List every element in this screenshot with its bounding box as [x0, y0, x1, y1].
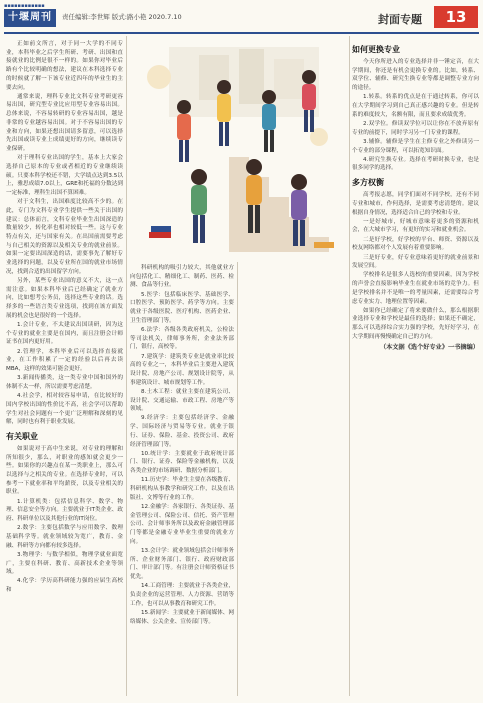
paragraph: 10.统计学：主要就业于政府统计部门、银行、证券、保险等金融机构，以及各类企业的市场调研、数据分析部门。 — [130, 450, 234, 475]
section-title: 封面专题 — [378, 13, 422, 26]
subhead-change-major: 如何更换专业 — [352, 45, 400, 54]
column-1 — [6, 40, 123, 695]
student-figure — [191, 169, 207, 243]
paragraph: 11.历史学：毕业生主要在各级教育、科研机构从事教学和研究工作，以及在出版社、文博等行业的工作。 — [130, 477, 234, 501]
paragraph: 4.化学：学历高科研能力强的应届生高校和 — [6, 578, 123, 594]
student-figure — [217, 80, 231, 146]
paragraph: 学校排名是很多人选校的重要因素，因为学校的声誉会直接影响毕业生在就业市场的竞争力。但是学校排名并不是唯一的考量因素，还需要综合考虑专业实力、地理位置等因素。 — [352, 272, 479, 305]
column-2 — [130, 264, 234, 695]
student-figure — [262, 90, 276, 152]
paragraph: 9.经济学：主要包括经济学、金融学、国际经济与贸易等专业。就业于银行、证券、保险、基金、投资公司、政府经济管理部门等。 — [130, 415, 234, 448]
subhead-career: 有关职业 — [6, 431, 38, 441]
paragraph: 15.新闻学：主要就业于新闻媒体、网络媒体、公关企业、宣传部门等。 — [130, 609, 234, 625]
column-3-text — [352, 58, 479, 173]
paragraph: 8.土木工程：就业主要在建筑公司、设计院、交通运输、市政工程、房地产等领域。 — [130, 388, 234, 413]
paragraph: 13.会计学：就业领域包括会计师事务所、企业财务部门、银行、政府财政部门、审计部门等。有注册会计师资格证书优先。 — [130, 548, 234, 581]
subhead-weigh-options: 多方权衡 — [352, 178, 384, 188]
paragraph: 1.转系。转系的优点是在于通过转系，你可以在大学期间学习到自己真正感兴趣的专业。但是转系的难度较大，名额有限，而且要求成绩优秀。 — [352, 94, 479, 118]
paragraph: 1.会计专业，不太建议出国读研，因为这个专业的就业主要是在国内，而且注册会计师证书在国内更好用。 — [6, 322, 123, 346]
paragraph: 3.物理学：与数学相似，物理学就业面宽广，主要在科研、教育、高新技术企业等领域。 — [6, 551, 123, 576]
paragraph: 高考报志愿，同学们面对不同学校，还有不同专业和城市，作何选择，是需要考虑清楚的。建议根据自身情况，选择适合自己的学校和专业。 — [352, 192, 479, 216]
paragraph: 正如前文所言，对于同一大学的不同专业，本科毕业之后学生所研、考研、出国和直接就业的比例是很不一样的。如果你对毕业后路有个比较明确的想法，建议在本科选择专业的时候就了解一下该专业近四年的毕业生的主要去向。 — [6, 41, 123, 91]
page-header — [0, 0, 483, 34]
paragraph: 12.金融学：各家银行、各类证券、基金管理公司、保险公司、信托、资产管理公司、会计师事务所以及政府金融管理部门等都是金融专业毕业生重要的就业方向。 — [130, 503, 234, 545]
paragraph: 通常来说，理科专业比文科专业考研更容易出国，研究型专业比应用型专业容易出国。总体来说，不容易转研的专业容易出国，越是非常的专业越容易出国。对于不容易出国的专业和方向，如果还想出国请多留意，可以选择先出国或读专业上成绩更好的方向，继续读专业保研。 — [6, 93, 123, 152]
paragraph: 6.法学：各级各类政府机关，公检法等司法机关，律师事务所，企业法务部门，银行，高校等。 — [130, 326, 234, 351]
paragraph: 一是好城市，好城市意味着更多的资源和机会，在大城市学习，有更好的实习和就业机会。 — [352, 218, 479, 234]
column-divider — [349, 36, 350, 696]
masthead: 十堰周刊 — [4, 9, 56, 27]
paragraph: 3.辅修。辅修是学生在主修专业之外修读另一个专业的部分课程，可以拓宽知识面。 — [352, 138, 479, 154]
column-1-career-text — [6, 445, 123, 595]
paragraph: 对于文科生，出国难度比较高不少的。在此，专门为文科专业学生提供一些关于出国的建议：总体而言，文科专业毕业生出国深造的数量较少，转化率也相对较低一些。这与专业特点有关，还与国家有关。在出国前需要考虑与自己相关的资源以及相关专业的就业前景。如果一定要出国深造的话，需要事先了解好专业选择的问题，以及专业所在国的就业市场情况，找到合适的出国留学方向。 — [6, 199, 123, 275]
paragraph: 1.计算机类：包括信息科学、数学、物理、信息安全等方向。主要就业于IT类企业、政府、科研单位以及其他行业的IT岗位。 — [6, 498, 123, 523]
column-3-text-continued — [352, 191, 479, 341]
paragraph: 三是好专业，好专业意味着更好的就业前景和发展空间。 — [352, 254, 479, 270]
paragraph: 如果说对于高中生来说，对专业的理解和所知很少，那么，对职业的感知就会更少一些。如果你的兴趣点在某一类职业上，那么可以选择与之相关的专业。在选择专业时，可以参考一下就业率和平均薪资，以及专业相关的职业。 — [6, 445, 123, 496]
paragraph: 2.数学：主要包括数学与应用数学、数理基础科学等。就业领域较为宽广，教育、金融、科研等方向都有较多选择。 — [6, 525, 123, 549]
paragraph: 对于理科专业出国的学生，基本上大家会选择自己原本的专业或者相近的专业继续读硕。只要本科学校还不错，大学绩点达到3.5以上，雅思成绩7.0以上，GRE和托福的分数达到一定标准，理科生出国不算困难。 — [6, 155, 123, 196]
column-3 — [352, 40, 479, 695]
column-1-text-continued — [6, 321, 123, 427]
paragraph: 今天你所进入的专业选择并非一锤定音，在大学期间，你还是有机会更换专业的。比如，转系、双学位、辅修、研究生换专业等都是调整专业方向的途径。 — [352, 59, 479, 92]
paragraph: 二是好学校，好学校的平台、师资、资源以及校友网络都对个人发展有着重要影响。 — [352, 236, 479, 252]
column-2-text — [130, 264, 234, 626]
student-figure — [177, 100, 191, 162]
header-rule — [4, 32, 479, 34]
paragraph: 5.医学：包括临床医学、基础医学、口腔医学、预防医学、药学等方向。主要就业于各级医院、医疗机构、医药企业、卫生管理部门等。 — [130, 291, 234, 324]
masthead-decoration: ▪▪▪▪▪▪▪▪▪▪▪▪ — [4, 3, 45, 9]
paragraph: 4.社会学，相对较容易申请，在比较好的国内学校出国的性价比不高，社会学可以帮助学生对社会问题有一个更广泛理解和深刻的见解，同时也有利于职业发展。 — [6, 393, 123, 426]
source-note: （本文据《选个好专业》一书摘编） — [380, 343, 479, 351]
paragraph: 7.建筑学：建筑类专业是就业率比较高的专业之一，本科毕业后主要进入建筑设计院、房地产公司、规划设计院等，从事建筑设计、城市规划等工作。 — [130, 353, 234, 386]
paragraph: 4.研究生换专业。选择在考研时换专业，也是很多同学的选择。 — [352, 156, 479, 172]
paragraph: 另外，某些专业出国的意义不大，这一点需注意。如果本科毕业后已经确定了就业方向，比如想考公务员，选择这些专业的话。选择多的一些语言类专业选项，找到在该方面发展的机会也是很好的一个选择。 — [6, 277, 123, 319]
paragraph: 2.双学位。修读双学位可以让你在不放弃原有专业的前提下，同时学习另一门专业的课程。 — [352, 120, 479, 136]
paragraph: 2.管理学，本科毕业后可以选择直接就业，在工作积累了一定的经验以后再去读MBA，这样的效果可能会更好。 — [6, 348, 123, 373]
page-number: 13 — [434, 6, 478, 28]
column-divider — [237, 262, 238, 696]
paragraph: 如果你已经确定了将来要做什么，那么根据职业选择专业和学校是最佳的选择；如果还不确定，那么可以选择综合实力强的学校，先好好学习，在大学期间再慢慢确定自己的方向。 — [352, 307, 479, 340]
paragraph: 科研机构的吸引力较大，其他就业方向包括化工、精细化工、制药、医药、检测、食品等行业。 — [130, 265, 234, 289]
student-figure — [302, 70, 316, 132]
students-illustration — [129, 37, 346, 259]
paragraph: 14.工商管理：主要就业于各类企业，负责企业的运营管理、人力资源、营销等工作，也可以从事教育和研究工作。 — [130, 583, 234, 607]
column-divider — [126, 36, 127, 696]
editors-line: 责任编辑:李世辉 版式:路小艳 2020.7.10 — [62, 13, 182, 21]
paragraph: 3.新闻传播类，这一类专业中国和国外的体制不太一样，所以需要考虑清楚。 — [6, 375, 123, 390]
column-1-text — [6, 40, 123, 321]
